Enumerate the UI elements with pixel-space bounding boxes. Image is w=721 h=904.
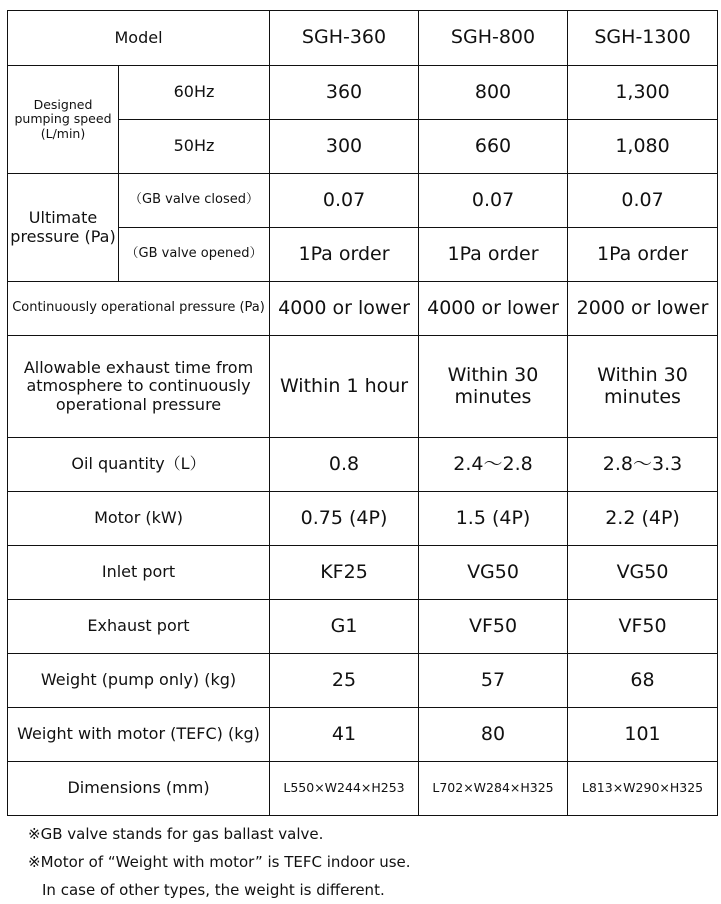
sub-label: （GB valve closed）: [119, 174, 270, 228]
table-cell: G1: [270, 600, 419, 654]
table-cell: 360: [270, 66, 419, 120]
table-cell: VG50: [568, 546, 718, 600]
table-cell: 0.07: [568, 174, 718, 228]
model-name: SGH-360: [270, 11, 419, 66]
table-cell: 80: [419, 708, 568, 762]
row-label: Inlet port: [8, 546, 270, 600]
sub-label: 50Hz: [119, 120, 270, 174]
row-label: Continuously operational pressure (Pa): [8, 282, 270, 336]
footnote: In case of other types, the weight is different.: [42, 881, 385, 899]
table-cell: 25: [270, 654, 419, 708]
model-header: Model: [8, 11, 270, 66]
table-cell: 300: [270, 120, 419, 174]
sub-label: 60Hz: [119, 66, 270, 120]
table-cell: 0.07: [270, 174, 419, 228]
footnotes: [28, 820, 411, 904]
row-label: Exhaust port: [8, 600, 270, 654]
row-label: Motor (kW): [8, 492, 270, 546]
table-row: [8, 708, 718, 762]
table-cell: 1,300: [568, 66, 718, 120]
table-row: [8, 438, 718, 492]
table-cell: 0.75 (4P): [270, 492, 419, 546]
ultimate-pressure-label: Ultimate pressure (Pa): [8, 174, 119, 282]
table-row: [8, 492, 718, 546]
table-cell: KF25: [270, 546, 419, 600]
table-row: [8, 282, 718, 336]
table-row: [8, 546, 718, 600]
table-cell: 660: [419, 120, 568, 174]
table-cell: VF50: [568, 600, 718, 654]
table-cell: 800: [419, 66, 568, 120]
spec-table: [7, 10, 718, 816]
table-row: [8, 654, 718, 708]
row-label: Weight with motor (TEFC) (kg): [8, 708, 270, 762]
table-cell: 101: [568, 708, 718, 762]
sub-label: （GB valve opened）: [119, 228, 270, 282]
table-cell: 2.8～3.3: [568, 438, 718, 492]
table-cell: Within 30 minutes: [419, 336, 568, 438]
table-cell: 57: [419, 654, 568, 708]
model-name: SGH-1300: [568, 11, 718, 66]
table-row: [8, 174, 718, 228]
table-cell: VG50: [419, 546, 568, 600]
footnote: ※Motor of “Weight with motor” is TEFC indoor use.: [28, 853, 411, 871]
table-cell: 0.8: [270, 438, 419, 492]
table-row: [8, 336, 718, 438]
table-cell: 0.07: [419, 174, 568, 228]
table-cell: L813×W290×H325: [568, 762, 718, 816]
table-row: [8, 66, 718, 120]
table-cell: 1.5 (4P): [419, 492, 568, 546]
row-label: Dimensions (mm): [8, 762, 270, 816]
header-row: [8, 11, 718, 66]
table-cell: 1Pa order: [419, 228, 568, 282]
model-name: SGH-800: [419, 11, 568, 66]
table-cell: 2000 or lower: [568, 282, 718, 336]
table-cell: Within 30 minutes: [568, 336, 718, 438]
table-row: [8, 600, 718, 654]
row-label: Oil quantity（L）: [8, 438, 270, 492]
row-label: Allowable exhaust time from atmosphere to continuously operational pressure: [8, 336, 270, 438]
pumping-speed-label: Designed pumping speed (L/min): [8, 66, 119, 174]
table-cell: 68: [568, 654, 718, 708]
table-cell: 4000 or lower: [270, 282, 419, 336]
table-cell: 41: [270, 708, 419, 762]
table-cell: L702×W284×H325: [419, 762, 568, 816]
table-row: [8, 762, 718, 816]
table-cell: 4000 or lower: [419, 282, 568, 336]
table-cell: 1Pa order: [568, 228, 718, 282]
table-cell: VF50: [419, 600, 568, 654]
table-cell: 1Pa order: [270, 228, 419, 282]
table-cell: L550×W244×H253: [270, 762, 419, 816]
table-cell: 2.4～2.8: [419, 438, 568, 492]
table-cell: 1,080: [568, 120, 718, 174]
row-label: Weight (pump only) (kg): [8, 654, 270, 708]
table-cell: Within 1 hour: [270, 336, 419, 438]
table-cell: 2.2 (4P): [568, 492, 718, 546]
footnote: ※GB valve stands for gas ballast valve.: [28, 825, 324, 843]
